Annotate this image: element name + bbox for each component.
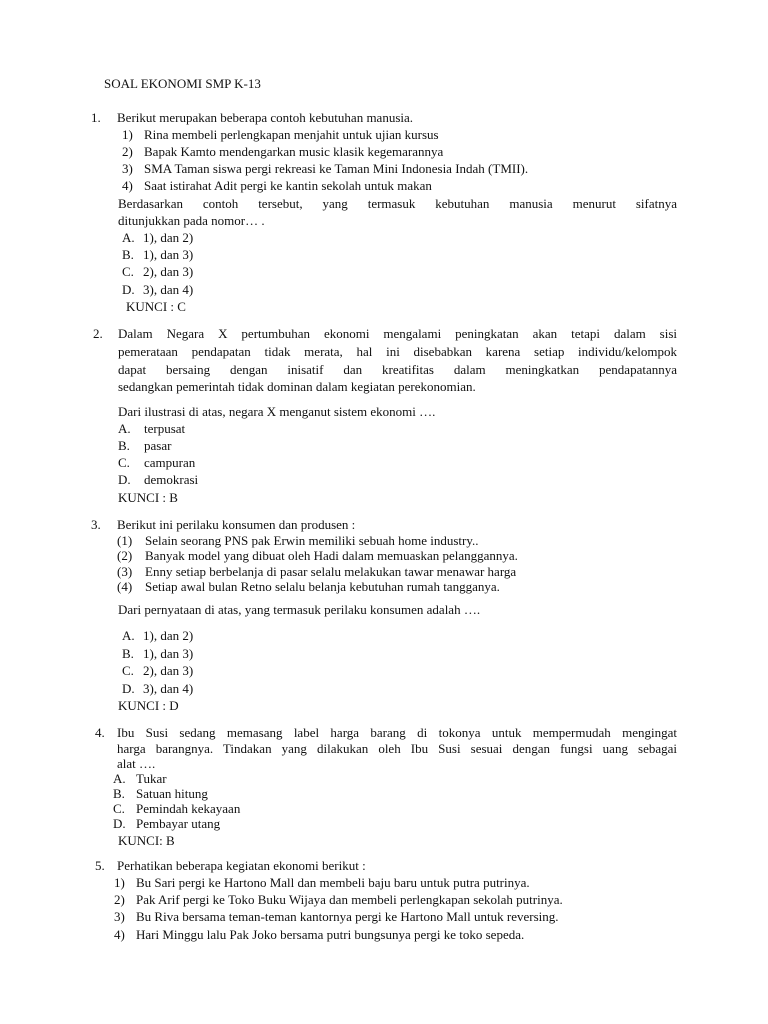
q4-paragraph-line-3: alat …. [117, 756, 156, 771]
q2-paragraph-line-4: sedangkan pemerintah tidak dominan dalam kegiatan perekonomian. [118, 379, 476, 394]
q1-item-3-text: SMA Taman siswa pergi rekreasi ke Taman Mini Indonesia Indah (TMII). [144, 161, 529, 176]
q5-number: 5. [95, 858, 105, 873]
q4-paragraph-line-2: harga barangnya. Tindakan yang dilakukan oleh Ibu Susi sesuai dengan fungsi uang sebagai [117, 741, 677, 756]
q1-option-c-text: 2), dan 3) [143, 264, 194, 279]
q2-option-c-text: campuran [144, 455, 196, 470]
q1-question-line-2: ditunjukkan pada nomor… . [118, 213, 265, 228]
q5-item-3-text: Bu Riva bersama teman-teman kantornya pergi ke Hartono Mall untuk reversing. [136, 909, 559, 924]
q3-item-2-text: Banyak model yang dibuat oleh Hadi dalam memuaskan pelanggannya. [145, 548, 518, 563]
q3-item-1-text: Selain seorang PNS pak Erwin memiliki sebuah home industry.. [145, 533, 479, 548]
q5-item-4-number: 4) [114, 927, 125, 942]
q2-paragraph-line-1: Dalam Negara X pertumbuhan ekonomi mengalami peningkatan akan tetapi dalam sisi [118, 326, 677, 341]
q2-number: 2. [93, 326, 103, 341]
q3-stem: Berikut ini perilaku konsumen dan produsen : [117, 517, 356, 532]
q2-answer-key: KUNCI : B [118, 490, 178, 505]
q1-option-b-text: 1), dan 3) [143, 247, 194, 262]
q1-item-1-number: 1) [122, 127, 133, 142]
q4-option-c-letter: C. [113, 801, 125, 816]
q2-option-c-letter: C. [118, 455, 130, 470]
q2-option-d-text: demokrasi [144, 472, 199, 487]
q4-answer-key: KUNCI: B [118, 833, 175, 848]
q2-option-b-letter: B. [118, 438, 130, 453]
q4-option-a-text: Tukar [136, 771, 167, 786]
q3-option-d-text: 3), dan 4) [143, 681, 194, 696]
q1-option-d-letter: D. [122, 282, 135, 297]
q1-option-c-letter: C. [122, 264, 134, 279]
q1-number: 1. [91, 110, 101, 125]
q1-option-d-text: 3), dan 4) [143, 282, 194, 297]
q5-item-2-text: Pak Arif pergi ke Toko Buku Wijaya dan membeli perlengkapan sekolah putrinya. [136, 892, 563, 907]
q1-stem: Berikut merupakan beberapa contoh kebutuhan manusia. [117, 110, 414, 125]
q3-option-a-text: 1), dan 2) [143, 628, 194, 643]
q1-option-a-text: 1), dan 2) [143, 230, 194, 245]
q1-item-4-text: Saat istirahat Adit pergi ke kantin sekolah untuk makan [144, 178, 432, 193]
q1-option-a-letter: A. [122, 230, 135, 245]
q2-paragraph-line-2: pemerataan pendapatan tidak merata, hal ini disebabkan karena setiap individu/kelompok [118, 344, 677, 359]
q3-answer-key: KUNCI : D [118, 698, 179, 713]
q1-item-1-text: Rina membeli perlengkapan menjahit untuk ujian kursus [144, 127, 439, 142]
q3-item-2-number: (2) [117, 548, 133, 563]
q3-option-b-text: 1), dan 3) [143, 646, 194, 661]
q5-item-1-number: 1) [114, 875, 125, 890]
q2-option-d-letter: D. [118, 472, 131, 487]
q1-option-b-letter: B. [122, 247, 134, 262]
q5-item-3-number: 3) [114, 909, 125, 924]
q3-item-4-number: (4) [117, 579, 133, 594]
q3-item-1-number: (1) [117, 533, 133, 548]
q2-question: Dari ilustrasi di atas, negara X menganut sistem ekonomi …. [118, 404, 436, 419]
q2-paragraph-line-3: dapat bersaing dengan inisatif dan kreatifitas dalam meningkatkan pendapatannya [118, 362, 677, 377]
q1-item-4-number: 4) [122, 178, 133, 193]
q4-option-c-text: Pemindah kekayaan [136, 801, 241, 816]
q3-option-a-letter: A. [122, 628, 135, 643]
q5-item-1-text: Bu Sari pergi ke Hartono Mall dan membeli baju baru untuk putra putrinya. [136, 875, 530, 890]
q2-option-a-text: terpusat [144, 421, 186, 436]
q2-option-b-text: pasar [144, 438, 172, 453]
q3-option-c-text: 2), dan 3) [143, 663, 194, 678]
q4-paragraph-line-1: Ibu Susi sedang memasang label harga barang di tokonya untuk mempermudah mengingat [117, 725, 677, 740]
q4-option-a-letter: A. [113, 771, 126, 786]
q4-option-d-text: Pembayar utang [136, 816, 221, 831]
q4-option-b-text: Satuan hitung [136, 786, 208, 801]
q1-question-line-1: Berdasarkan contoh tersebut, yang termasuk kebutuhan manusia menurut sifatnya [118, 196, 677, 211]
q1-item-3-number: 3) [122, 161, 133, 176]
q3-item-3-number: (3) [117, 564, 133, 579]
q1-item-2-text: Bapak Kamto mendengarkan music klasik kegemarannya [144, 144, 444, 159]
q4-number: 4. [95, 725, 105, 740]
q5-item-4-text: Hari Minggu lalu Pak Joko bersama putri bungsunya pergi ke toko sepeda. [136, 927, 525, 942]
q4-option-b-letter: B. [113, 786, 125, 801]
q2-option-a-letter: A. [118, 421, 131, 436]
q5-stem: Perhatikan beberapa kegiatan ekonomi berikut : [117, 858, 366, 873]
document-title: SOAL EKONOMI SMP K-13 [104, 76, 261, 91]
q1-answer-key: KUNCI : C [126, 299, 186, 314]
q4-option-d-letter: D. [113, 816, 126, 831]
q3-number: 3. [91, 517, 101, 532]
q5-item-2-number: 2) [114, 892, 125, 907]
q1-item-2-number: 2) [122, 144, 133, 159]
q3-item-4-text: Setiap awal bulan Retno selalu belanja kebutuhan rumah tangganya. [145, 579, 500, 594]
q3-question: Dari pernyataan di atas, yang termasuk perilaku konsumen adalah …. [118, 602, 481, 617]
q3-item-3-text: Enny setiap berbelanja di pasar selalu melakukan tawar menawar harga [145, 564, 517, 579]
q3-option-c-letter: C. [122, 663, 134, 678]
q3-option-d-letter: D. [122, 681, 135, 696]
q3-option-b-letter: B. [122, 646, 134, 661]
